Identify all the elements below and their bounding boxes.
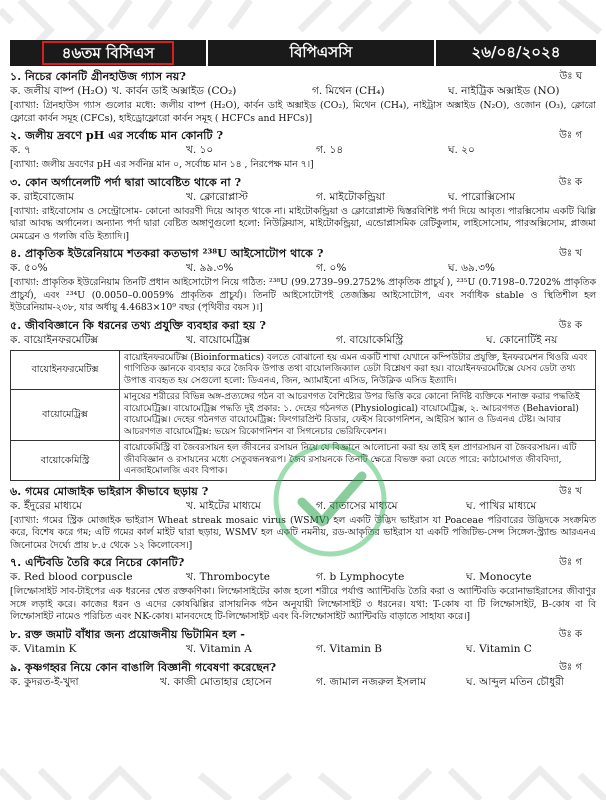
option-kha: খ. কার্বন ডাই অক্সাইড (CO₂) [112,85,237,97]
question-3 [10,175,596,244]
exam-name-cell [10,40,208,66]
question-5 [10,318,596,481]
answer-label: উঃ খ [559,248,582,259]
option-ga: গ. b Lymphocyte [316,571,405,583]
option-kha: খ. কাজী মোতাহার হোসেন [160,675,272,688]
explanation: [ব্যাখ্যা: প্রাকৃতিক ইউরেনিয়াম তিনটি প্রধান আইসোটোপ নিয়ে গঠিত: ²³⁸U (99.2739–99.2752% প্রাকৃতিক প্রাচুর্য ), ²³⁵U (0.7198–0.7202% প্রাকৃতিক প্রাচুর্য), এবং ²³⁴U (0.0050–0.0059% প্রাকৃতিক প্রাচুর্য)। তিনটি আইসোটোপই তেজস্ক্রিয় আইসোটোপ, এবং সর্বাধিক stable ও স্থিতিশীল হল ইউরেনিয়াম-২৩৮, যার অর্ধায়ু 4.4683×10⁹ বছর (পৃথিবীর বয়স )।] [10,277,596,313]
question-7 [10,555,596,624]
answer-label: উঃ ক [558,628,582,640]
question-2 [10,128,596,172]
explanation: [ব্যাখ্যা: রাইবোসোম ও সেন্ট্রোসোম- কোনো আবরণী দিয়ে আবৃত থাকে না। মাইটোকন্ড্রিয়া ও ক্লোরোপ্লাস্ট দ্বিস্তরবিশিষ্ট পর্দা দিয়ে আবৃত। পারক্সিসোম একটি ঝিল্লি দ্বারা আবদ্ধ অর্গানেল। অন্যান্য পর্দা দ্বারা বেষ্টিত অঙ্গাণুগুলো হলো: নিউক্লিয়াস, মাইটোকন্ড্রিয়া, এন্ডোপ্লাসমিক রেটিকুলাম, লাইসোসোম, পারঅক্সিসোম, প্লাজমা মেমব্রেন ও গলজি বডি ইত্যাদি।] [10,205,596,242]
option-ga: গ. ১৪ [316,144,344,156]
question-1 [10,69,596,125]
question-text: ৬. গমের মোজাইক ভাইরাস কীভাবে ছড়ায় ? [10,483,209,498]
option-ga: গ. মিথেন (CH₄) [312,85,385,97]
option-kha: খ. ৯৯.৩% [186,262,234,274]
option-ka: ক. ইঁদুরের মাধ্যমে [10,499,82,512]
option-ga: গ. ০% [316,262,347,274]
explanation: [ব্যাখ্যা: গ্রিনহাউস গ্যাস গুলোর মধ্যে: জলীয় বাষ্প (H₂O), কার্বন ডাই অক্সাইড (CO₂), মিথেন (CH₄), নাইট্রাস অক্সাইড (N₂O), ওজোন (O₃), ক্লোরো ফ্লোরো কার্বন সমূহ (CFCs), হাইড্রোফ্লোরো কার্বন সমূহ ( HCFCs and HFCs)] [10,100,596,124]
board-name: বিপিএসসি [208,40,436,66]
option-ga: গ. জামাল নজরুল ইসলাম [316,675,427,688]
comparison-table [10,350,596,481]
question-text: ৩. কোন অর্গানেলটি পর্দা দ্বারা আবেষ্টিত থাকে না ? [10,174,242,189]
answer-label: উঃ খ [559,485,582,497]
answer-label: উঃ ক [558,176,582,188]
option-ka: ক. ৭ [10,144,31,156]
option-ka: ক. বায়োইনফরমেটিক্স [10,333,99,346]
table-row [11,350,596,390]
option-ga: গ. বায়োকেমিস্ট্রি [336,333,404,346]
option-gha: ঘ. ৬৯.৩% [448,262,495,274]
option-gha: ঘ. নাইট্রিক অক্সাইড (NO) [448,85,560,97]
question-text: ৯. কৃষ্ণগহ্বর নিয়ে কোন বাঙালি বিজ্ঞানী গবেষণা করেছেন? [10,659,277,674]
question-text: ৪. প্রাকৃতিক ইউরেনিয়ামে শতকরা কতভাগ ²³⁸U আইসোটোপ থাকে ? [10,246,324,260]
question-text: ২. জলীয় দ্রবণে pH এর সর্বোচ্চ মান কোনটি ? [10,128,224,142]
exam-name: ৪৬তম বিসিএস [42,41,174,65]
answer-label: উঃ গ [559,661,582,673]
answer-label: উঃ গ [559,557,582,568]
option-gha: ঘ. পাখির মাধ্যমে [466,499,537,512]
option-gha: ঘ. Monocyte [466,571,532,583]
option-ga: গ. Vitamin B [316,642,382,655]
table-row-heading: বায়োমেট্রিক্স [11,390,120,441]
question-9 [10,660,596,690]
answer-label: উঃ ঘ [559,71,582,82]
option-kha: খ. Thrombocyte [186,571,270,583]
option-ga: গ. বাতাসের মাধ্যমে [316,499,398,512]
answer-label: উঃ ক [558,319,582,331]
table-row [11,441,596,481]
option-kha: খ. বায়োমেট্রিক্স [186,333,251,346]
option-ka: ক. Vitamin K [10,642,77,655]
explanation: [ব্যাখ্যা: গমের স্ট্রিক মোজাইক ভাইরাস Wheat streak mosaic virus (WSMV) হল একটি উদ্ভিদ ভাইরাস যা Poaceae পরিবারের উদ্ভিদকে সংক্রমিত করে, বিশেষ করে গম; এটি গমের কার্ল মাইট দ্বারা ছড়ায়, WSMV হল একটি নমনীয়, রড-আকৃতির ভাইরাস যা একটি পজিটিভ-সেন্স সিঙ্গেল-স্ট্র্যান্ড আরএনএ জিনোমের দৈর্ঘ্যে প্রায় ৮.৫ থেকে ১২ কিলোবেস।] [10,514,596,551]
header-bar [10,40,596,66]
question-text: ৮. রক্ত জমাট বাঁধার জন্য প্রয়োজনীয় ভিটামিন হল - [10,626,245,641]
answer-label: উঃ গ [559,130,582,141]
option-ka: ক. ৫০% [10,262,48,274]
option-ka: ক. কুদরত-ই-খুদা [10,675,79,688]
question-text: ৭. এন্টিবডি তৈরি করে নিচের কোনটি? [10,555,185,569]
option-kha: খ. মাইটের মাধ্যমে [186,499,261,512]
table-row-description: বায়োইনফরমেটিক্স (Bioinformatics) বলতে বোঝানো হয় এমন একটি শাখা যেখানে কম্পিউটার প্রযুক্তি, ইনফরমেশন থিওরি এবং গাণিতিক জ্ঞানকে ব্যবহার করে জৈবিক উপাত্ত তথা বায়োলজিক্যাল ডেটা বিশ্লেষণ করা হয়। বায়োইনফরমেটিক্সে যেসব ডেটা তথ্য উপাত্ত ব্যবহৃত হয় সেগুলো হলো: ডিএনএ, জিন, অ্যামাইনো এসিড, নিউক্লিক এসিড ইত্যাদি। [120,350,596,390]
option-gha: ঘ. পারোক্সিসোম [448,190,516,203]
explanation: [লিম্ফোসাইট সাব-টাইপের এক ধরনের শ্বেত রক্তকণিকা। লিম্ফোসাইটের কাজ হলো শরীরে পর্যাপ্ত অ্যান্টিবডি তৈরি করা ও অ্যান্টিবডি করোনাভাইরাসের জীবাণুর সঙ্গে লড়াই করে। কাজের ধরন ও এদের কোষঝিল্লির রাসায়নিক গঠন অনুযায়ী লিম্ফোসাইট ৩ ধরনের। যথা: T-কোষ বা টি লিম্ফোসাইট, B-কোষ বা বি লিম্ফোসাইট নামেও পরিচিত এবং NK-কোষ। মানবদেহে টি-লিম্ফোসাইট এবং বি-লিম্ফোসাইট অ্যান্টিবডি বাড়াতে সাহায্য করে।] [10,586,596,622]
table-row-description: বায়োকেমিস্ট্রি বা জৈবরসায়ন হল জীবনের রসায়ন নিয়ে যে বিজ্ঞানে আলোচনা করা হয় তাই হল প্রাণরসায়ন বা জৈবরসায়ন। এটি জীববিজ্ঞান ও রসায়নের মধ্যে সেতুবন্ধনস্বরূপ। জৈব রসায়নকে তিনটি ক্ষেত্রে বিভক্ত করা যেতে পারে: কাঠামোগত জীববিদ্যা, এনজাইমোলজি এবং বিপাক। [120,441,596,481]
question-text: ১. নিচের কোনটি গ্রীনহাউজ গ্যাস নয়? [10,69,186,83]
option-ka: ক. Red blood corpuscle [10,571,133,583]
option-kha: খ. Vitamin A [186,642,252,655]
option-gha: ঘ. Vitamin C [466,642,532,655]
question-8 [10,627,596,657]
option-gha: ঘ. আব্দুল মতিন চৌধুরী [466,675,564,688]
option-ka: ক. জলীয় বাষ্প (H₂O) [10,85,108,97]
option-gha: ঘ. কোনোটিই নয় [486,333,558,346]
exam-date: ২৬/০৪/২০২৪ [471,42,561,61]
option-ga: গ. মাইটোকন্ড্রিয়া [316,190,385,203]
question-sheet [10,40,596,690]
table-row [11,390,596,441]
question-4 [10,246,596,315]
option-kha: খ. ১০ [186,144,214,156]
option-gha: ঘ. ২০ [448,144,475,156]
question-6 [10,484,596,553]
table-row-heading: বায়োকেমিস্ট্রি [11,441,120,481]
table-row-description: মানুষের শরীরের বিভিন্ন অঙ্গ-প্রত্যঙ্গের গঠন বা আচরণগত বৈশিষ্ট্যের উপর ভিত্তি করে কোনো নির্দিষ্ট ব্যক্তিকে শনাক্ত করার পদ্ধতিই বায়োমেট্রিক্স। বায়োমেট্রিক্স পদ্ধতি দুই প্রকার: ১. দেহের গঠনগত (Physiological) বায়োমেট্রিক্স, ২. আচরণগত (Behavioral) বায়োমেট্রিক্স। দেহের গঠনগত বায়োমেট্রিক্স: ফিংগারপ্রিন্ট রিডার, ফেইস রিকোগনিশন, আইরিস স্ক্যান ও ডিএনএ টেষ্ট। আবার আচরণগত বায়োমেট্রিক্স: ভয়েস রিকোগনিশন বা সিগনেচার ভেরিফিকেশন। [120,390,596,441]
explanation: [ব্যাখ্যা: জলীয় দ্রবণের pH এর সর্বনিম্ন মান ০, সর্বোচ্চ মান ১৪ , নিরপেক্ষ মান ৭।] [10,159,314,170]
option-ka: ক. রাইবোজোম [10,190,74,203]
question-text: ৫. জীববিজ্ঞানে কি ধরনের তথ্য প্রযুক্তি ব্যবহার করা হয় ? [10,317,266,332]
table-row-heading: বায়োইনফরমেটিক্স [11,350,120,390]
option-kha: খ. ক্লোরোপ্লাস্ট [186,190,248,203]
